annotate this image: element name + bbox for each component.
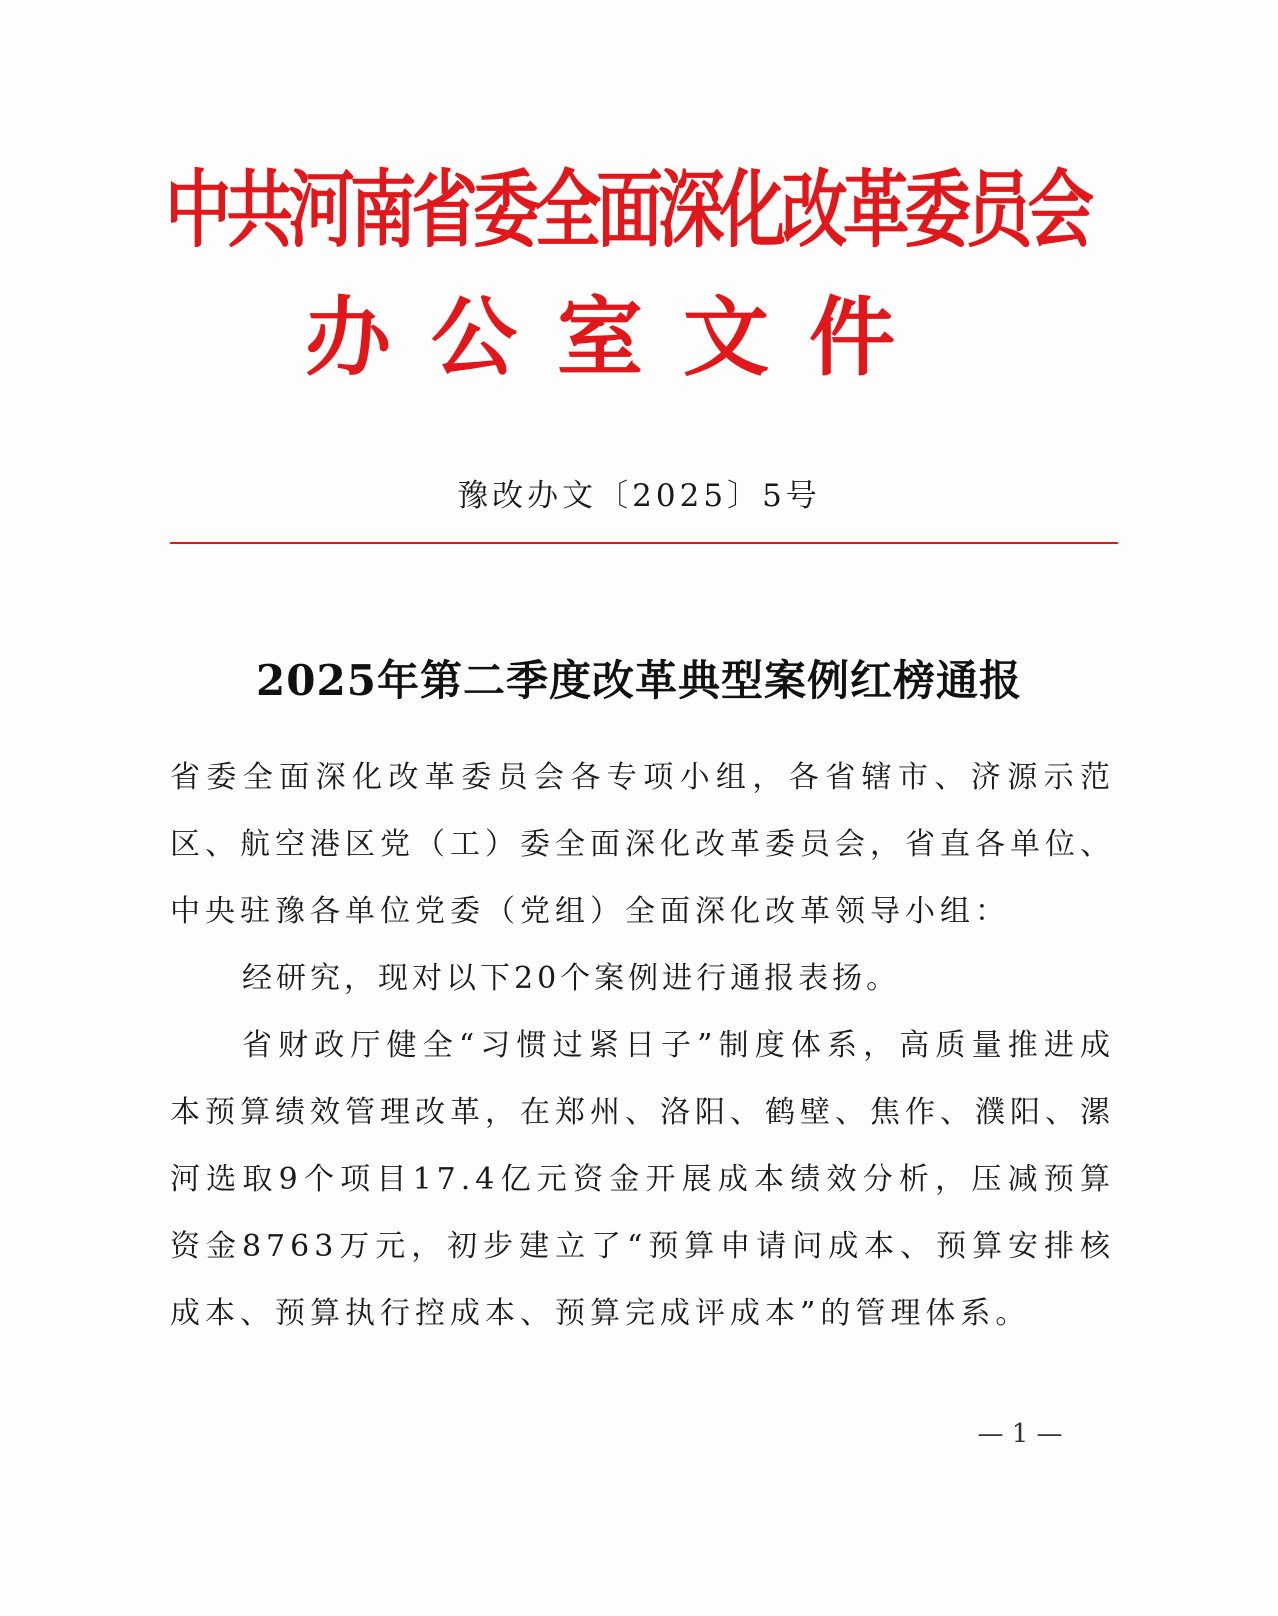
body-paragraph-1: 经研究，现对以下20个案例进行通报表扬。 xyxy=(242,961,901,996)
issuing-organization: 中共河南省委全面深化改革委员会 xyxy=(165,160,1090,259)
red-divider-line xyxy=(170,542,1118,544)
addressee-paragraph: 省委全面深化改革委员会各专项小组，各省辖市、济源示范区、航空港区党（工）委全面深化改革委员会，省直各单位、中央驻豫各单位党委（党组）全面深化改革领导小组： xyxy=(170,760,1115,929)
body-paragraph-2: 省财政厅健全“习惯过紧日子”制度体系，高质量推进成本预算绩效管理改革，在郑州、洛阳、鹤壁、焦作、濮阳、漯河选取9个项目17.4亿元资金开展成本绩效分析，压减预算资金8763万元，初步建立了“预算申请问成本、预算安排核成本、预算执行控成本、预算完成评成本”的管理体系。 xyxy=(170,1028,1115,1331)
page-number: — 1 — xyxy=(977,1419,1063,1449)
document-title: 2025年第二季度改革典型案例红榜通报 xyxy=(256,656,1022,705)
document-number: 豫改办文〔2025〕5号 xyxy=(457,478,821,514)
document-type: 办公室文件 xyxy=(305,287,935,388)
